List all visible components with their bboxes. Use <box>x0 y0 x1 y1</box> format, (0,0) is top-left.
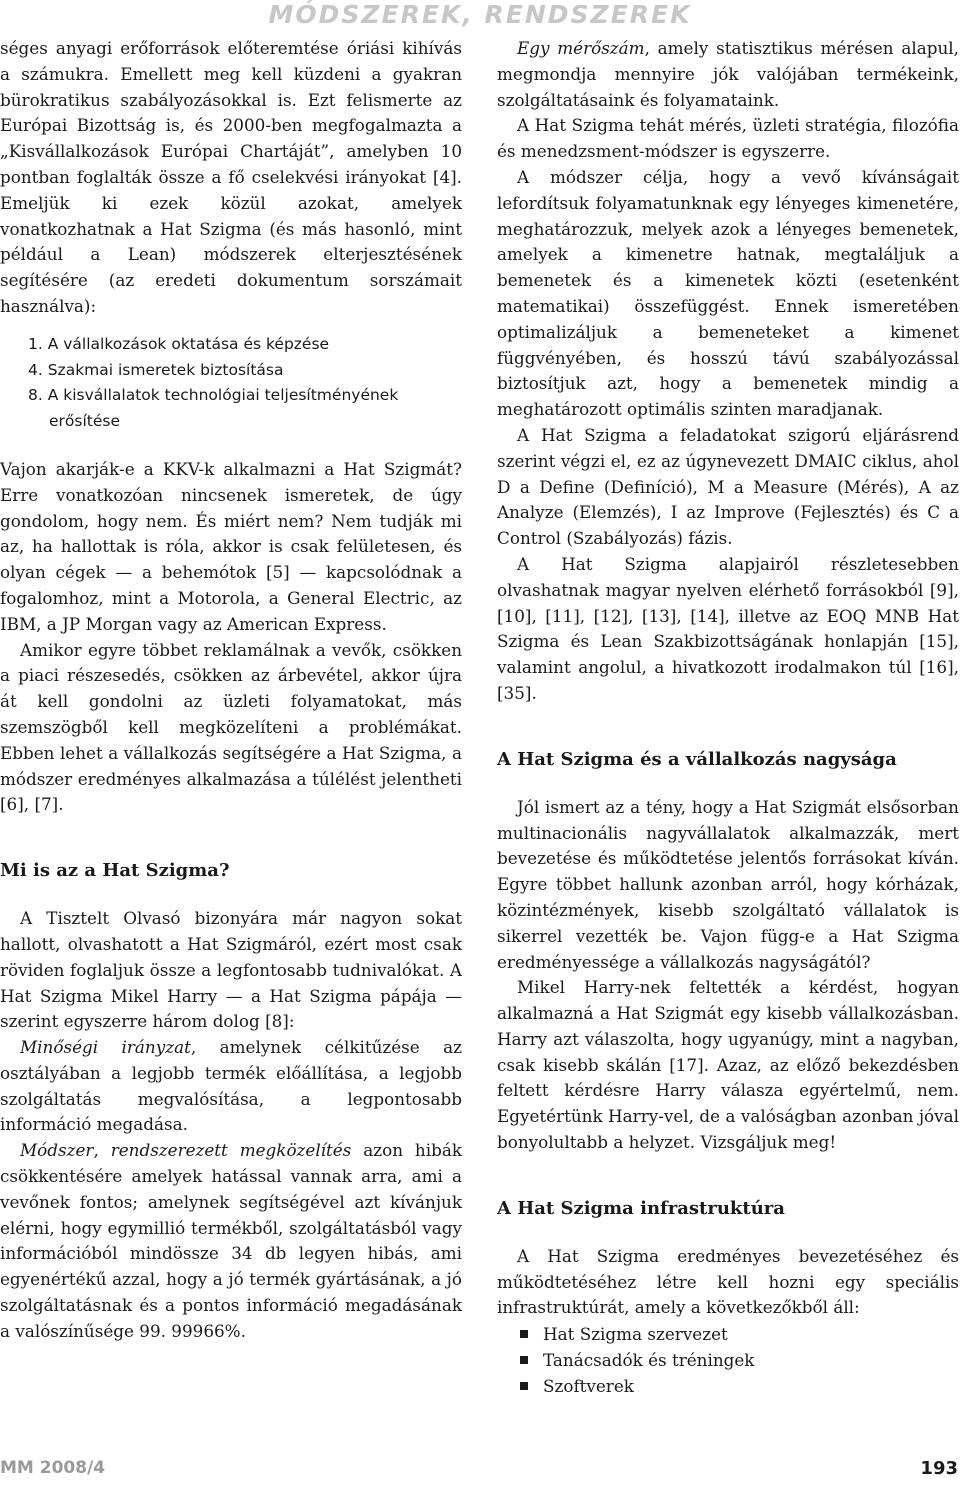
paragraph: Jól ismert az a tény, hogy a Hat Szigmát elsősorban multinacionális nagyvállalatok alkalmazzák, mert bevezetése és működtetése jelentős forrásokat kíván. Egyre többet hallunk azonban arról, hogy kórházak, közintézmények, kisebb szolgáltató vállalatok is sikerrel vezették be. Vajon függ-e a Hat Szigma eredményessége a vállalkozás nagyságától? <box>497 796 959 972</box>
list-item: 4. Szakmai ismeretek biztosítása <box>28 360 284 379</box>
square-bullet-icon <box>520 1330 528 1338</box>
paragraph: A Hat Szigma alapjairól részletesebben olvashatnak magyar nyelven elérhető forrásokból [9], [10], [11], [12], [13], [14], illetve az EOQ MNB Hat Szigma és Lean Szakbizottságának honlapján [15], valamint angolul, a hivatkozott irodalmakon túl [16], [35]. <box>497 553 959 703</box>
bullet-list <box>497 1321 959 1399</box>
paragraph: A módszer célja, hogy a vevő kívánságait lefordítsuk folyamatunknak egy lényeges kimenetére, meghatározzuk, melyek azok a lényeges bemenetek, amelyek a kimenetre hatnak, megtaláljuk a bemenetek és a kimenetek közti (esetenként matematikai) összefüggést. Ennek ismeretében optimalizáljuk a bemeneteket a kimenet függvényében, és hosszú távú szabályozással biztosítjuk azt, hogy a bemenetek mindig a meghatározott optimális szinten maradjanak. <box>497 166 959 420</box>
paragraph: séges anyagi erőforrások előteremtése óriási kihívás a számukra. Emellett meg kell küzdeni a gyakran bürokratikus szabályozásokkal is. Ezt felismerte az Európai Bizottság is, és 2000-ben megfogalmazta a „Kisvállalkozások Európai Chartáját”, amelyben 10 pontban foglalták össze a fő cselekvési irányokat [4]. Emeljük ki ezek közül azokat, amelyek vonatkozhatnak a Hat Szigma (és más hasonló, mint például a Lean) módszerek elterjesztésének segítésére (az eredeti dokumentum sorszámait használva): <box>0 38 462 316</box>
issue-label: MM 2008/4 <box>0 1458 106 1478</box>
paragraph: A Hat Szigma a feladatokat szigorú eljárásrend szerint végzi el, ez az úgynevezett DMAIC ciklus, ahol D a Define (Definíció), M a Measure (Mérés), A az Analyze (Elemzés), I az Improve (Fejlesztés) és C a Control (Szabályozás) fázis. <box>497 424 959 549</box>
paragraph: Módszer, rendszerezett megközelítés azon hibák csökkentésére amelyek hatással vannak arra, ami a vevőnek fontos; amelynek segítségével azt kívánjuk elérni, hogy egymillió termékből, szolgáltatásból vagy információból mindössze 34 db legyen hibás, ami egyenértékű azzal, hogy a jó termék gyártásának, a jó szolgáltatásnak és a pontos információ megadásának a valószínűsége 99. 99966%. <box>0 1140 462 1341</box>
paragraph: Mikel Harry-nek feltették a kérdést, hogyan alkalmazná a Hat Szigmát egy kisebb vállalkozásban. Harry azt válaszolta, hogy ugyanúgy, mint a nagyban, csak kisebb skálán [17]. Azaz, az előző bekezdésben feltett kérdésre Harry válasza egyértelmű, nem. Egyetértünk Harry-vel, de a valóságban azonban jóval bonyolultabb a helyzet. Vizsgáljuk meg! <box>497 977 959 1153</box>
emphasis: Módszer <box>20 1140 94 1161</box>
paragraph: Minőségi irányzat, amelynek célkitűzése az osztályában a legjobb termék előállítása, a legjobb szolgáltatás megvalósítása, a legpontosabb információ megadása. <box>0 1037 462 1135</box>
page-number: 193 <box>920 1458 958 1479</box>
page-footer <box>0 1458 960 1485</box>
right-column <box>497 36 959 1399</box>
list-item: Szoftverek <box>497 1373 959 1399</box>
emphasis: rendszerezett megközelítés <box>110 1140 352 1161</box>
square-bullet-icon <box>520 1356 528 1364</box>
list-item: Hat Szigma szervezet <box>497 1321 959 1347</box>
paragraph: Amikor egyre többet reklamálnak a vevők, csökken a piaci részesedés, csökken az árbevétel, akkor újra át kell gondolni az üzleti folyamatokat, más szemszögből kell megközelíteni a problémákat. Ebben lehet a vállalkozás segítségére a Hat Szigma, a módszer eredményes alkalmazása a túlélést jelentheti [6], [7]. <box>0 639 462 815</box>
list-item: Tanácsadók és tréningek <box>497 1347 959 1373</box>
list-item: 8. A kisvállalatok technológiai teljesítményének erősítése <box>28 386 399 431</box>
paragraph: A Tisztelt Olvasó bizonyára már nagyon sokat hallott, olvashatott a Hat Szigmáról, ezért most csak röviden foglaljuk össze a legfontosabb tudnivalókat. A Hat Szigma Mikel Harry — a Hat Szigma pápája — szerint egyszerre három dolog [8]: <box>0 908 462 1032</box>
section-heading: A Hat Szigma infrastruktúra <box>497 1197 785 1219</box>
section-heading: A Hat Szigma és a vállalkozás nagysága <box>497 748 897 770</box>
numbered-list <box>0 332 462 435</box>
paragraph: Vajon akarják-e a KKV-k alkalmazni a Hat Szigmát? Erre vonatkozóan nincsenek ismeretek, de úgy gondolom, hogy nem. És miért nem? Nem tudják mi az, ha hallottak is róla, akkor is csak felületesen, és olyan cégek — a behemótok [5] — kapcsolódnak a fogalomhoz, mint a Motorola, a General Electric, az IBM, a JP Morgan vagy az American Express. <box>0 458 462 634</box>
list-item: 1. A vállalkozások oktatása és képzése <box>28 334 330 353</box>
running-header: MÓDSZEREK, RENDSZEREK <box>268 0 692 29</box>
paragraph: Egy mérőszám, amely statisztikus mérésen alapul, megmondja mennyire jók valójában termékeink, szolgáltatásaink és folyamataink. <box>497 38 959 110</box>
left-column <box>0 36 462 1345</box>
emphasis: Egy mérőszám <box>517 38 645 58</box>
emphasis: Minőségi irányzat <box>20 1037 191 1058</box>
paragraph: A Hat Szigma eredményes bevezetéséhez és működtetéséhez létre kell hozni egy speciális infrastruktúrát, amely a következőkből áll: <box>497 1245 959 1318</box>
square-bullet-icon <box>520 1382 528 1390</box>
section-heading: Mi is az a Hat Szigma? <box>0 860 230 882</box>
paragraph: A Hat Szigma tehát mérés, üzleti stratégia, filozófia és menedzsment-módszer is egyszerre. <box>497 115 959 162</box>
